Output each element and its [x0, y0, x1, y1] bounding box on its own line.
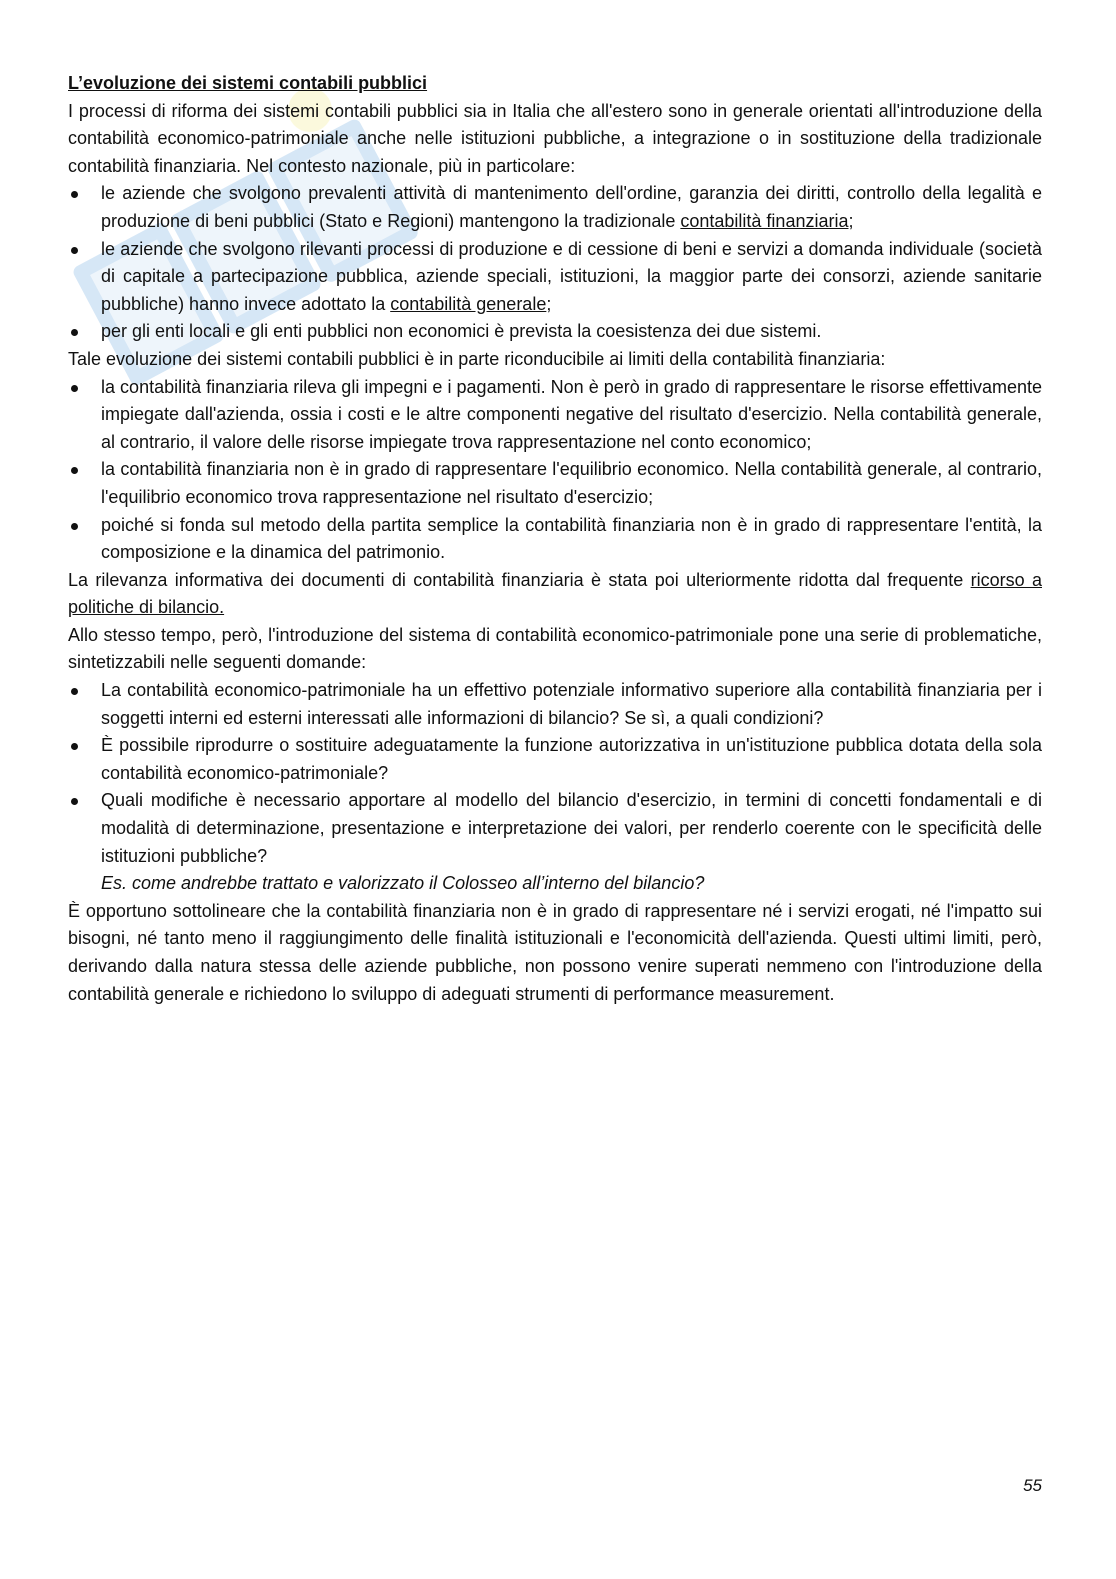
- underlined-term: contabilità generale: [390, 293, 547, 314]
- section-title: L’evoluzione dei sistemi contabili pubblici: [68, 73, 428, 93]
- problems-intro-paragraph: Allo stesso tempo, però, l'introduzione del sistema di contabilità economico-patrimoniale pone una serie di problematiche, sintetizzabili nelle seguenti domande:: [68, 624, 1042, 673]
- list-item: poiché si fonda sul metodo della partita semplice la contabilità finanziaria non è in grado di rappresentare l'entità, la composizione e la dinamica del patrimonio.: [68, 512, 1042, 567]
- underlined-term: ricorso a politiche di bilancio.: [68, 569, 1042, 618]
- example-note: Es. come andrebbe trattato e valorizzato il Colosseo all’interno del bilancio?: [101, 873, 705, 894]
- page-number: 55: [1023, 1476, 1042, 1495]
- list-item: La contabilità economico-patrimoniale ha un effettivo potenziale informativo superiore alla contabilità finanziaria per i soggetti interni ed esterni interessati alle informazioni di bilancio? Se sì, a quali condizioni?: [68, 677, 1042, 732]
- bullet-icon: [71, 523, 78, 530]
- bullet-icon: [71, 743, 78, 750]
- bullet-icon: [71, 385, 78, 392]
- conclusion-paragraph: È opportuno sottolineare che la contabilità finanziaria non è in grado di rappresentare né i servizi erogati, né l'impatto sui bisogni, né tanto meno il raggiungimento delle finalità istituzionali e l'economicità dell'azienda. Questi ultimi limiti, però, derivando dalla natura stessa delle aziende pubbliche, non possono venire superati nemmeno con l'introduzione della contabilità generale e richiedono lo sviluppo di adeguati strumenti di performance measurement.: [68, 900, 1042, 1004]
- list-item: per gli enti locali e gli enti pubblici non economici è prevista la coesistenza dei due sistemi.: [68, 318, 1042, 346]
- limits-list: [68, 374, 1042, 567]
- questions-list: [68, 677, 1042, 870]
- bullet-icon: [71, 688, 78, 695]
- limits-intro-paragraph: Tale evoluzione dei sistemi contabili pubblici è in parte riconducibile ai limiti della contabilità finanziaria:: [68, 348, 886, 369]
- list-item: la contabilità finanziaria rileva gli impegni e i pagamenti. Non è però in grado di rappresentare le risorse effettivamente impiegate dall'azienda, ossia i costi e le altre componenti negative del risultato d'esercizio. Nella contabilità generale, al contrario, il valore delle risorse impiegate trova rappresentazione nel conto economico;: [68, 374, 1042, 457]
- list-item: le aziende che svolgono rilevanti processi di produzione e di cessione di beni e servizi a domanda individuale (società di capitale a partecipazione pubblica, aziende speciali, istituzioni, la maggior parte dei consorzi, aziende sanitarie pubbliche) hanno invece adottato la contabilità generale;: [68, 236, 1042, 319]
- national-context-list: [68, 180, 1042, 346]
- bullet-icon: [71, 191, 78, 198]
- intro-paragraph: I processi di riforma dei sistemi contabili pubblici sia in Italia che all'estero sono in generale orientati all'introduzione della contabilità economico-patrimoniale anche nelle istituzioni pubbliche, a integrazione o in sostituzione della tradizionale contabilità finanziaria. Nel contesto nazionale, più in particolare:: [68, 100, 1042, 176]
- relevance-paragraph: La rilevanza informativa dei documenti di contabilità finanziaria è stata poi ulteriormente ridotta dal frequente ricorso a politiche di bilancio.: [68, 569, 1042, 618]
- bullet-icon: [71, 329, 78, 336]
- underlined-term: contabilità finanziaria: [680, 210, 849, 231]
- list-item: le aziende che svolgono prevalenti attività di mantenimento dell'ordine, garanzia dei diritti, controllo della legalità e produzione di beni pubblici (Stato e Regioni) mantengono la tradizionale contabilità finanziaria;: [68, 180, 1042, 235]
- list-item: la contabilità finanziaria non è in grado di rappresentare l'equilibrio economico. Nella contabilità generale, al contrario, l'equilibrio economico trova rappresentazione nel risultato d'esercizio;: [68, 456, 1042, 511]
- bullet-icon: [71, 467, 78, 474]
- list-item: È possibile riprodurre o sostituire adeguatamente la funzione autorizzativa in un'istituzione pubblica dotata della sola contabilità economico-patrimoniale?: [68, 732, 1042, 787]
- document-body: [68, 70, 1042, 1008]
- bullet-icon: [71, 247, 78, 254]
- bullet-icon: [71, 798, 78, 805]
- list-item: Quali modifiche è necessario apportare al modello del bilancio d'esercizio, in termini di concetti fondamentali e di modalità di determinazione, presentazione e interpretazione dei valori, per renderlo coerente con le specificità delle istituzioni pubbliche?: [68, 787, 1042, 870]
